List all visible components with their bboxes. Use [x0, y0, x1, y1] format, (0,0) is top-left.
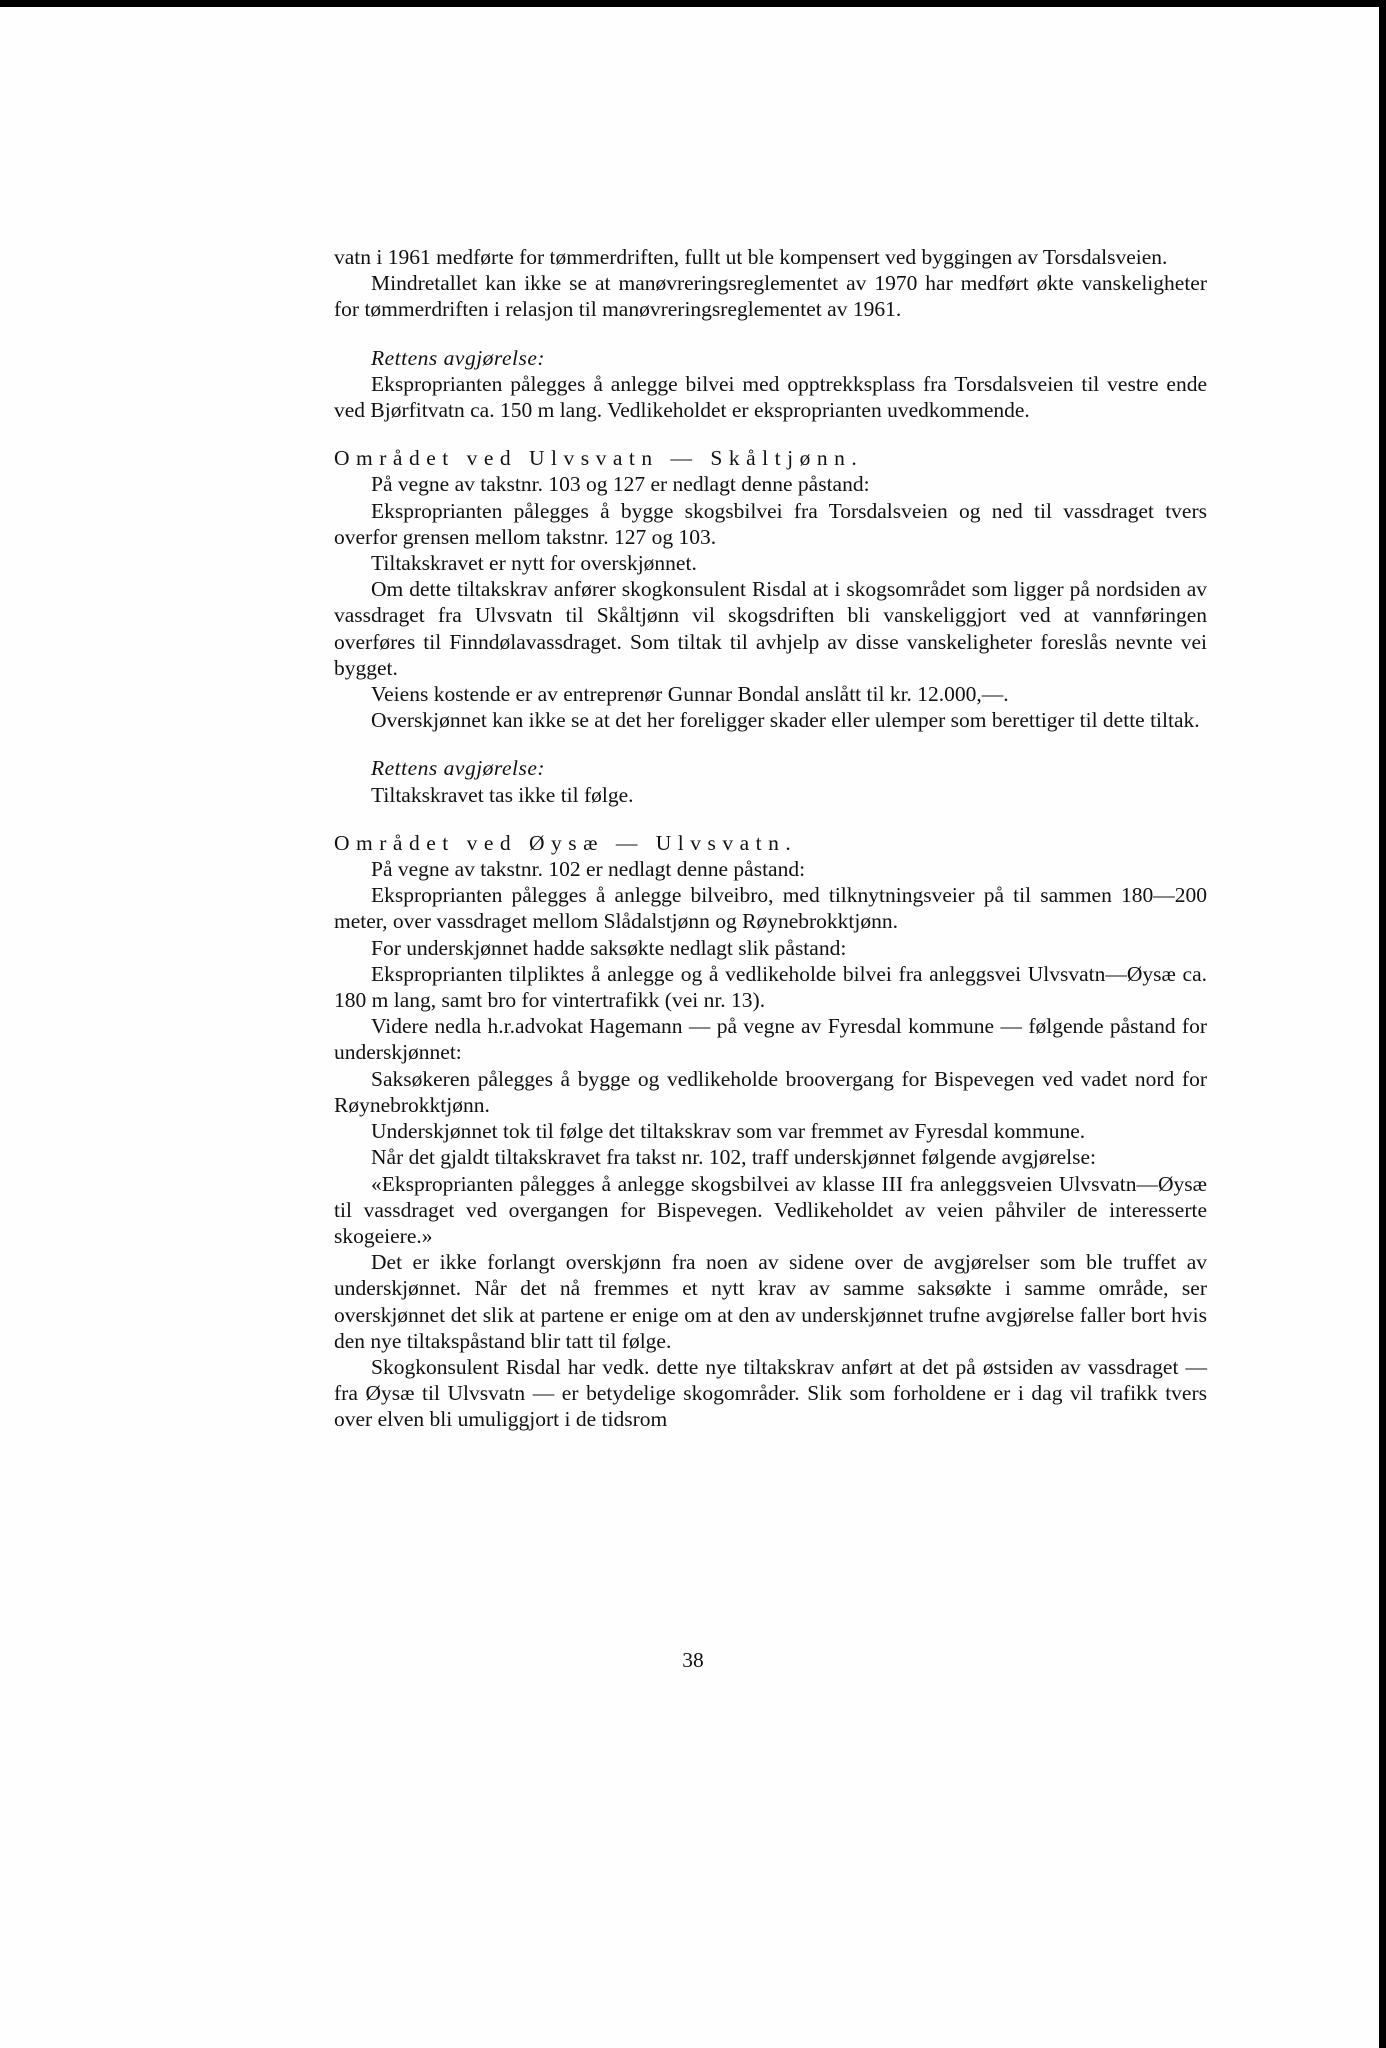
paragraph: vatn i 1961 medførte for tømmerdriften, fullt ut ble kompensert ved byggingen av Torsdalsveien.: [334, 245, 1168, 269]
paragraph: På vegne av takstnr. 103 og 127 er nedlagt denne påstand:: [371, 472, 870, 497]
page-number: 38: [682, 1648, 704, 1672]
ruling-label: Rettens avgjørelse:: [371, 756, 546, 781]
paragraph: Tiltakskravet er nytt for overskjønnet.: [371, 551, 697, 576]
document-body: [334, 244, 1207, 1433]
paragraph: Det er ikke forlangt overskjønn fra noen av sidene over de avgjørelser som ble truffet av underskjønnet. Når det nå fremmes et nytt krav av samme saksøkte i samme område, ser overskjønnet det slik at partene er enige om at den av underskjønnet trufne avgjørelse faller bort hvis den nye tiltakspåstand blir tatt til følge.: [334, 1250, 1207, 1353]
quoted-decision: «Eksproprianten pålegges å anlegge skogsbilvei av klasse III fra anleggsveien Ulvsvatn—Øysæ til vassdraget ved overgangen for Bispevegen. Vedlikeholdet av veien påhviler de interesserte skogeiere.»: [334, 1171, 1207, 1248]
paragraph: Overskjønnet kan ikke se at det her foreligger skader eller ulemper som berettiger til dette tiltak.: [371, 708, 1200, 733]
paragraph: Eksproprianten pålegges å bygge skogsbilvei fra Torsdalsveien og ned til vassdraget tvers overfor grensen mellom takstnr. 127 og 103.: [334, 498, 1207, 549]
section-heading: Området ved Ulvsvatn — Skåltjønn.: [334, 446, 864, 471]
paragraph: Når det gjaldt tiltakskravet fra takst nr. 102, traff underskjønnet følgende avgjørelse:: [371, 1145, 1097, 1170]
paragraph: Videre nedla h.r.advokat Hagemann — på vegne av Fyresdal kommune — følgende påstand for underskjønnet:: [334, 1014, 1207, 1065]
paragraph: Veiens kostende er av entreprenør Gunnar Bondal anslått til kr. 12.000,—.: [371, 682, 1009, 707]
paragraph: Saksøkeren pålegges å bygge og vedlikeholde broovergang for Bispevegen ved vadet nord for Røynebrokktjønn.: [334, 1066, 1207, 1117]
paragraph: Eksproprianten tilpliktes å anlegge og å vedlikeholde bilvei fra anleggsvei Ulvsvatn—Øysæ ca. 180 m lang, samt bro for vintertrafikk (vei nr. 13).: [334, 961, 1207, 1013]
paragraph: På vegne av takstnr. 102 er nedlagt denne påstand:: [371, 857, 806, 882]
paragraph: Underskjønnet tok til følge det tiltakskrav som var fremmet av Fyresdal kommune.: [371, 1119, 1086, 1144]
ruling-text: Tiltakskravet tas ikke til følge.: [371, 782, 634, 807]
section-heading: Området ved Øysæ — Ulvsvatn.: [334, 830, 798, 855]
paragraph: Skogkonsulent Risdal har vedk. dette nye tiltakskrav anført at det på østsiden av vassdraget — fra Øysæ til Ulvsvatn — er betydelige skogområder. Slik som forholdene er i dag vil trafikk tvers over elven bli umuliggjort i de tidsrom: [334, 1354, 1207, 1432]
ruling-text: Eksproprianten pålegges å anlegge bilvei med opptrekksplass fra Torsdalsveien til vestre ende ved Bjørfitvatn ca. 150 m lang. Vedlikeholdet er eksproprianten uvedkommende.: [334, 371, 1207, 423]
paragraph: Mindretallet kan ikke se at manøvreringsreglementet av 1970 har medført økte vanskeligheter for tømmerdriften i relasjon til manøvreringsreglementet av 1961.: [334, 271, 1207, 322]
paragraph: Eksproprianten pålegges å anlegge bilveibro, med tilknytningsveier på til sammen 180—200 meter, over vassdraget mellom Slådalstjønn og Røynebrokktjønn.: [334, 883, 1207, 934]
paragraph: For underskjønnet hadde saksøkte nedlagt slik påstand:: [371, 935, 847, 960]
paragraph: Om dette tiltakskrav anfører skogkonsulent Risdal at i skogsområdet som ligger på nordsiden av vassdraget fra Ulvsvatn til Skåltjønn vil skogsdriften bli vanskeliggjort ved at vannføringen overføres til Finndølavassdraget. Som tiltak til avhjelp av disse vanskeligheter foreslås nevnte vei bygget.: [334, 577, 1207, 680]
ruling-label: Rettens avgjørelse:: [371, 345, 546, 370]
